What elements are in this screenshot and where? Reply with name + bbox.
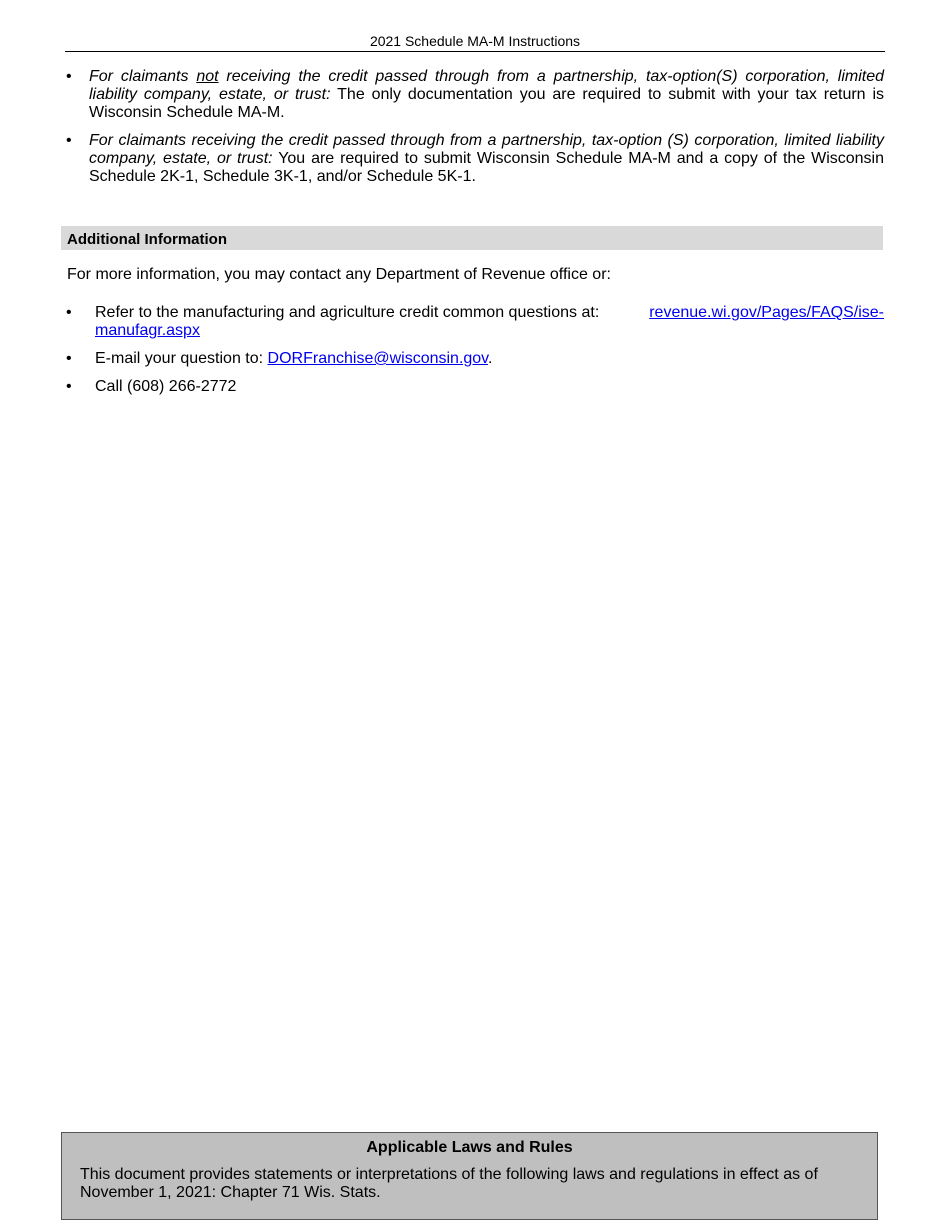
documentation-list <box>65 68 884 196</box>
phone-text: Call (608) 266-2772 <box>95 378 237 395</box>
list-item <box>65 378 884 396</box>
email-text: E-mail your question to: <box>95 350 268 367</box>
bullet-icon: • <box>66 350 72 367</box>
laws-text: This document provides statements or interpretations of the following laws and regulations in effect as of November 1, 2021: Chapter 71 Wis. Stats. <box>80 1166 818 1201</box>
bullet-icon: • <box>66 378 72 395</box>
page-header <box>65 33 885 52</box>
list-item <box>65 132 884 186</box>
faq-link[interactable]: revenue.wi.gov/Pages/FAQS/ise- <box>649 304 884 321</box>
applicable-laws-box <box>61 1132 878 1220</box>
faq-link-continuation[interactable]: manufagr.aspx <box>95 322 200 339</box>
section-heading: Additional Information <box>67 231 227 248</box>
claimant-condition-emphasis: not <box>196 68 219 85</box>
list-item <box>65 304 884 340</box>
refer-row <box>95 304 884 322</box>
bullet-icon: • <box>66 304 72 321</box>
list-item <box>65 68 884 122</box>
email-suffix: . <box>488 350 493 367</box>
documentation-requirement: You are required to submit Wisconsin Schedule MA-M and a copy of the Wisconsin Schedule 2K-1, Schedule 3K-1, and/or Schedule 5K-1. <box>89 150 885 185</box>
section-heading-bar <box>61 226 883 250</box>
laws-title: Applicable Laws and Rules <box>366 1139 573 1156</box>
contact-list <box>65 304 884 406</box>
bullet-icon: • <box>66 132 72 149</box>
list-item <box>65 350 884 368</box>
contact-intro: For more information, you may contact any Department of Revenue office or: <box>67 266 611 283</box>
email-link[interactable]: DORFranchise@wisconsin.gov <box>267 350 488 367</box>
refer-text: Refer to the manufacturing and agriculture credit common questions at: <box>95 304 600 321</box>
claimant-condition: For claimants receiving the credit passed through from a partnership, tax-option (S) corporation, limited liability company, estate, or trust: <box>89 132 884 167</box>
bullet-icon: • <box>66 68 72 85</box>
claimant-condition-prefix: For claimants <box>89 68 197 85</box>
documentation-requirement: The only documentation you are required to submit with your tax return is Wisconsin Schedule MA-M. <box>89 86 885 121</box>
claimant-condition: receiving the credit passed through from a partnership, tax-option(S) corporation, limited liability company, estate, or trust: <box>89 68 885 103</box>
header-title: 2021 Schedule MA-M Instructions <box>369 33 581 49</box>
